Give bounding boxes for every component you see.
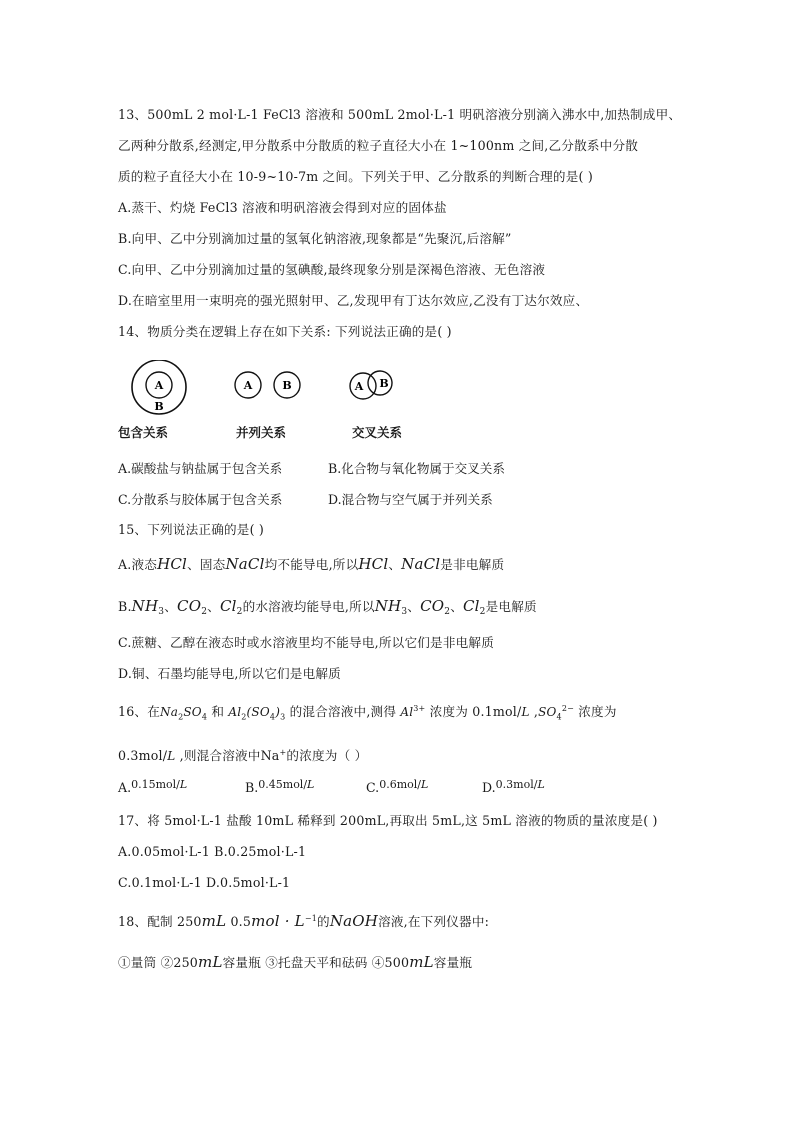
- formula: Cl: [219, 597, 237, 615]
- text: 的混合溶液中,测得: [285, 704, 401, 720]
- unit: L: [179, 778, 188, 791]
- parallel-letter-b: B: [282, 379, 292, 392]
- option-letter: C.: [366, 780, 380, 795]
- outer-letter: B: [154, 400, 164, 413]
- formula: NaCl: [401, 555, 441, 573]
- text: 的浓度为（ ）: [286, 748, 368, 764]
- q15-option-a: [118, 555, 504, 574]
- q13-option-c: C.向甲、乙中分别滴加过量的氢碘酸,最终现象分别是深褐色溶液、无色溶液: [118, 262, 546, 277]
- formula: mL: [198, 953, 223, 971]
- caption-parallel: 并列关系: [236, 425, 287, 440]
- subscript: 4: [269, 712, 276, 722]
- text: 溶液,在下列仪器中:: [378, 914, 490, 930]
- subscript: 4: [556, 712, 562, 722]
- q16-stem-line-1: [118, 700, 617, 727]
- formula: NaOH: [329, 912, 379, 931]
- q13-stem-line-2: 乙两种分散系,经测定,甲分散系中分散质的粒子直径大小在 1~100nm 之间,乙分散系中分散: [118, 138, 639, 153]
- formula: CO: [420, 597, 445, 615]
- q13-option-d: D.在暗室里用一束明亮的强光照射甲、乙,发现甲有丁达尔效应,乙没有丁达尔效应、: [118, 293, 589, 308]
- text: 浓度为 0.1mol/: [425, 704, 522, 720]
- q17-options-ab: A.0.05mol·L-1 B.0.25mol·L-1: [118, 844, 307, 859]
- text: 、: [450, 599, 463, 614]
- parallel-letter-a: A: [243, 379, 253, 392]
- q15-option-d: D.铜、石墨均能导电,所以它们是电解质: [118, 666, 341, 681]
- subscript: 2: [444, 607, 451, 617]
- text: 18、配制 250: [118, 914, 202, 930]
- text: 、固态: [187, 557, 226, 572]
- text: 的水溶液均能导电,所以: [242, 599, 375, 614]
- superscript: 3+: [413, 704, 426, 713]
- superscript: +: [279, 748, 287, 757]
- unit: L: [537, 778, 545, 791]
- formula: Al: [400, 705, 414, 720]
- q14-option-d: D.混合物与空气属于并列关系: [328, 492, 493, 507]
- q16-option-c: [366, 778, 428, 795]
- text: ①量筒 ②250: [118, 955, 199, 970]
- text: 容量瓶: [433, 955, 473, 970]
- subscript: 3: [280, 712, 286, 722]
- option-letter: D.: [482, 780, 496, 795]
- option-value: 0.3mol/: [495, 778, 538, 791]
- formula: mol · L: [251, 912, 305, 931]
- text: B.: [118, 599, 132, 614]
- subscript: 2: [479, 607, 486, 617]
- formula: SO: [183, 705, 202, 720]
- q14-option-b: B.化合物与氧化物属于交叉关系: [328, 461, 505, 476]
- q14-option-c: C.分散系与胶体属于包含关系: [118, 492, 283, 507]
- text: 和: [207, 704, 229, 720]
- text: A.液态: [118, 557, 158, 572]
- q15-stem: 15、下列说法正确的是( ): [118, 522, 264, 537]
- text: 、: [388, 557, 402, 572]
- text: 0.3mol/: [118, 748, 168, 764]
- formula: CO: [177, 597, 202, 615]
- q13-stem-line-3: 质的粒子直径大小在 10-9~10-7m 之间。下列关于甲、乙分散系的判断合理的是( ): [118, 169, 593, 184]
- formula: Cl: [462, 597, 480, 615]
- superscript: 2−: [561, 704, 575, 713]
- formula: (SO: [246, 705, 270, 720]
- text: 容量瓶 ③托盘天平和砝码 ④500: [222, 955, 410, 970]
- subscript: 3: [158, 607, 165, 617]
- caption-containment: 包含关系: [118, 425, 169, 440]
- text: 是非电解质: [440, 557, 505, 572]
- formula: NH: [374, 597, 402, 615]
- subscript: 2: [201, 607, 208, 617]
- text: ,则混合溶液中: [175, 748, 261, 764]
- containment-diagram: [124, 360, 196, 416]
- option-letter: B.: [245, 780, 259, 795]
- intersect-letter-a: A: [354, 380, 364, 393]
- q13-option-a: A.蒸干、灼烧 FeCl3 溶液和明矾溶液会得到对应的固体盐: [118, 200, 447, 215]
- subscript: 2: [178, 712, 184, 722]
- subscript: 3: [401, 607, 408, 617]
- subscript: 2: [236, 607, 243, 617]
- q15-option-b: [118, 597, 537, 621]
- formula: SO: [538, 705, 557, 720]
- formula: L: [521, 705, 530, 720]
- venn-diagrams: [118, 360, 418, 450]
- formula: L: [167, 749, 176, 764]
- q16-option-b: [245, 778, 314, 795]
- unit: L: [307, 778, 315, 791]
- formula: mL: [201, 912, 227, 931]
- text: 0.5: [226, 914, 252, 930]
- inner-letter: A: [154, 379, 164, 392]
- formula: Al: [228, 705, 242, 720]
- text: 是电解质: [485, 599, 537, 614]
- text: 、: [407, 599, 421, 614]
- q16-option-a: [118, 778, 187, 795]
- parallel-diagram: [228, 369, 308, 401]
- subscript: 2: [241, 712, 247, 722]
- text: 均不能导电,所以: [264, 557, 359, 572]
- intersection-diagram: [343, 368, 403, 402]
- q18-instrument-list: [118, 953, 472, 972]
- text: 的: [317, 914, 330, 930]
- q15-option-c: C.蔗糖、乙醇在液态时或水溶液里均不能导电,所以它们是非电解质: [118, 635, 495, 650]
- text: 浓度为: [574, 704, 617, 720]
- intersect-letter-b: B: [379, 377, 389, 390]
- text: ,: [529, 704, 539, 720]
- subscript: 4: [201, 712, 208, 722]
- q17-options-cd: C.0.1mol·L-1 D.0.5mol·L-1: [118, 875, 291, 890]
- unit: L: [420, 778, 429, 791]
- caption-intersection: 交叉关系: [352, 425, 403, 440]
- formula: ): [275, 705, 281, 720]
- q13-stem-line-1: 13、500mL 2 mol·L-1 FeCl3 溶液和 500mL 2mol·L-1 明矾溶液分别滴入沸水中,加热制成甲、: [118, 107, 682, 122]
- formula: NaCl: [225, 555, 265, 573]
- formula: HCl: [157, 555, 188, 573]
- text: 16、在: [118, 704, 161, 720]
- formula: mL: [409, 953, 434, 971]
- option-letter: A.: [118, 780, 132, 795]
- q16-option-d: [482, 778, 545, 795]
- superscript: −1: [304, 914, 318, 923]
- q13-option-b: B.向甲、乙中分别滴加过量的氢氧化钠溶液,现象都是“先聚沉,后溶解”: [118, 231, 512, 246]
- formula: NH: [131, 597, 159, 615]
- q17-stem: 17、将 5mol·L-1 盐酸 10mL 稀释到 200mL,再取出 5mL,这 5mL 溶液的物质的量浓度是( ): [118, 813, 658, 828]
- formula: HCl: [358, 555, 389, 573]
- q18-stem: [118, 910, 489, 931]
- q14-option-a: A.碳酸盐与钠盐属于包含关系: [118, 461, 283, 476]
- option-value: 0.15mol/: [131, 778, 180, 791]
- formula: Na: [260, 748, 280, 764]
- text: 、: [207, 599, 220, 614]
- text: 、: [164, 599, 178, 614]
- q14-stem: 14、物质分类在逻辑上存在如下关系: 下列说法正确的是( ): [118, 324, 452, 339]
- formula: Na: [160, 705, 179, 720]
- option-value: 0.45mol/: [258, 778, 308, 791]
- q16-stem-line-2: [118, 744, 367, 765]
- option-value: 0.6mol/: [379, 778, 421, 791]
